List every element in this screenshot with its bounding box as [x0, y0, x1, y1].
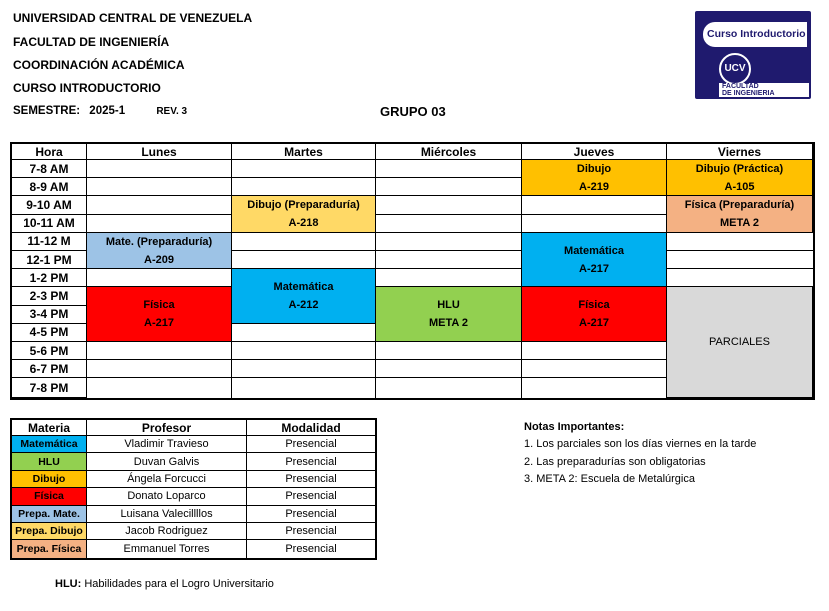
legend-professor: Luisana Valecillllos	[87, 506, 247, 523]
hour-label: 12-1 PM	[12, 251, 87, 269]
empty-slot	[667, 269, 813, 287]
university-name: UNIVERSIDAD CENTRAL DE VENEZUELA	[13, 11, 253, 25]
empty-slot	[232, 251, 376, 269]
legend-header: Modalidad	[247, 420, 375, 436]
class-room: A-217	[144, 317, 174, 330]
class-block	[86, 286, 232, 342]
hour-label: 11-12 M	[12, 233, 87, 251]
class-block	[521, 286, 667, 342]
class-block	[231, 268, 376, 324]
empty-slot	[87, 269, 232, 287]
class-block	[375, 286, 522, 342]
revision-label: REV. 3	[156, 106, 188, 117]
note-item: 1. Los parciales son los días viernes en la tarde	[524, 438, 757, 450]
day-header: Viernes	[667, 144, 813, 160]
class-room: A-219	[579, 180, 609, 193]
semester-line	[13, 105, 187, 117]
class-block	[521, 232, 667, 288]
empty-slot	[522, 342, 667, 360]
empty-slot	[232, 233, 376, 251]
legend-subject: Dibujo	[12, 471, 87, 488]
class-block	[86, 232, 232, 269]
legend-table	[10, 418, 377, 560]
class-title: Mate. (Preparaduría)	[105, 235, 213, 248]
class-block	[666, 195, 813, 232]
day-header: Lunes	[87, 144, 232, 160]
legend-professor: Duvan Galvis	[87, 453, 247, 470]
empty-slot	[376, 342, 522, 360]
empty-slot	[522, 360, 667, 378]
empty-slot	[87, 178, 232, 196]
ucv-mark-icon: UCV	[719, 53, 751, 85]
legend-header: Materia	[12, 420, 87, 436]
hour-label: 9-10 AM	[12, 196, 87, 214]
legend-header: Profesor	[87, 420, 247, 436]
legend-professor: Emmanuel Torres	[87, 540, 247, 557]
class-room: A-209	[144, 253, 174, 266]
class-title: PARCIALES	[709, 336, 770, 349]
empty-slot	[667, 233, 813, 251]
empty-slot	[376, 360, 522, 378]
empty-slot	[87, 360, 232, 378]
class-block	[521, 159, 667, 196]
legend-modality: Presencial	[285, 543, 337, 556]
hour-label: 6-7 PM	[12, 360, 87, 378]
legend-modality: Presencial	[247, 436, 375, 453]
empty-slot	[87, 215, 232, 233]
empty-slot	[376, 269, 522, 287]
empty-slot	[87, 196, 232, 214]
class-block	[231, 195, 376, 232]
note-item: 2. Las preparadurías son obligatorias	[524, 456, 706, 468]
hour-label: 7-8 AM	[12, 160, 87, 178]
faculty-name: FACULTAD DE INGENIERÍA	[13, 35, 170, 49]
class-title: HLU	[437, 299, 460, 312]
empty-slot	[232, 160, 376, 178]
class-room: A-212	[288, 298, 319, 311]
schedule-grid	[10, 142, 815, 400]
footnote	[55, 578, 274, 590]
empty-slot	[376, 178, 522, 196]
note-item: 3. META 2: Escuela de Metalúrgica	[524, 473, 695, 485]
legend-modality: Presencial	[247, 523, 375, 540]
group-title: GRUPO 03	[380, 104, 446, 119]
hour-label: 8-9 AM	[12, 178, 87, 196]
day-header: Miércoles	[376, 144, 522, 160]
legend-professor: Jacob Rodriguez	[87, 523, 247, 540]
class-title: Matemática	[564, 244, 624, 257]
empty-slot	[232, 360, 376, 378]
empty-slot	[522, 378, 667, 398]
legend-subject: Prepa. Mate.	[12, 506, 87, 523]
logo-faculty-line2: DE INGENIERIA	[722, 90, 775, 97]
hour-label: 3-4 PM	[12, 306, 87, 324]
empty-slot	[232, 378, 376, 398]
empty-slot	[376, 378, 522, 398]
empty-slot	[667, 251, 813, 269]
legend-professor: Donato Loparco	[87, 488, 247, 505]
empty-slot	[232, 342, 376, 360]
class-room: A-217	[579, 317, 609, 330]
class-room: A-218	[288, 217, 319, 230]
footnote-text: Habilidades para el Logro Universitario	[84, 578, 274, 590]
legend-subject: Prepa. Dibujo	[12, 523, 87, 540]
class-title: Física	[578, 299, 610, 312]
hour-label: 10-11 AM	[12, 215, 87, 233]
coordination-name: COORDINACIÓN ACADÉMICA	[13, 58, 185, 72]
class-title: Dibujo (Preparaduría)	[247, 199, 360, 212]
class-title: Matemática	[273, 280, 334, 293]
class-room: META 2	[719, 217, 760, 230]
legend-subject: Prepa. Física	[12, 540, 87, 557]
legend-subject: Matemática	[12, 436, 87, 453]
class-room: A-217	[579, 262, 609, 275]
empty-slot	[376, 160, 522, 178]
empty-slot	[87, 342, 232, 360]
day-header: Hora	[12, 144, 87, 160]
empty-slot	[522, 196, 667, 214]
class-room: META 2	[428, 317, 469, 330]
hour-label: 2-3 PM	[12, 287, 87, 305]
class-room: A-105	[724, 180, 755, 193]
logo-faculty-line1: FACULTAD	[722, 83, 759, 90]
legend-modality: Presencial	[247, 506, 375, 523]
day-header: Martes	[232, 144, 376, 160]
empty-slot	[376, 233, 522, 251]
empty-slot	[87, 378, 232, 398]
logo-faculty	[719, 83, 809, 97]
empty-slot	[376, 251, 522, 269]
legend-subject: Física	[12, 488, 87, 505]
legend-professor: Ángela Forcucci	[87, 471, 247, 488]
legend-modality: Presencial	[247, 471, 375, 488]
empty-slot	[522, 215, 667, 233]
class-title: Dibujo	[576, 162, 612, 175]
class-title: Física	[143, 299, 175, 312]
day-header: Jueves	[522, 144, 667, 160]
class-block	[666, 159, 813, 196]
class-title: Dibujo (Práctica)	[695, 162, 784, 175]
legend-subject: HLU	[12, 453, 87, 470]
empty-slot	[376, 215, 522, 233]
notes-title: Notas Importantes:	[524, 421, 625, 433]
empty-slot	[232, 324, 376, 342]
hour-label: 5-6 PM	[12, 342, 87, 360]
empty-slot	[232, 178, 376, 196]
semester-label: SEMESTRE:	[13, 105, 81, 117]
empty-slot	[376, 196, 522, 214]
empty-slot	[87, 160, 232, 178]
hour-label: 1-2 PM	[12, 269, 87, 287]
legend-modality: Presencial	[247, 488, 375, 505]
course-name: CURSO INTRODUCTORIO	[13, 81, 161, 95]
legend-professor: Vladimir Travieso	[87, 436, 247, 453]
semester-value: 2025-1	[89, 105, 126, 117]
hour-label: 4-5 PM	[12, 324, 87, 342]
course-logo	[695, 11, 811, 99]
logo-title: Curso Introductorio	[703, 22, 807, 47]
class-title: Física (Preparaduría)	[684, 199, 795, 212]
hour-label: 7-8 PM	[12, 378, 87, 398]
footnote-abbr: HLU:	[55, 578, 82, 590]
legend-modality: Presencial	[247, 453, 375, 470]
class-block	[666, 286, 813, 398]
